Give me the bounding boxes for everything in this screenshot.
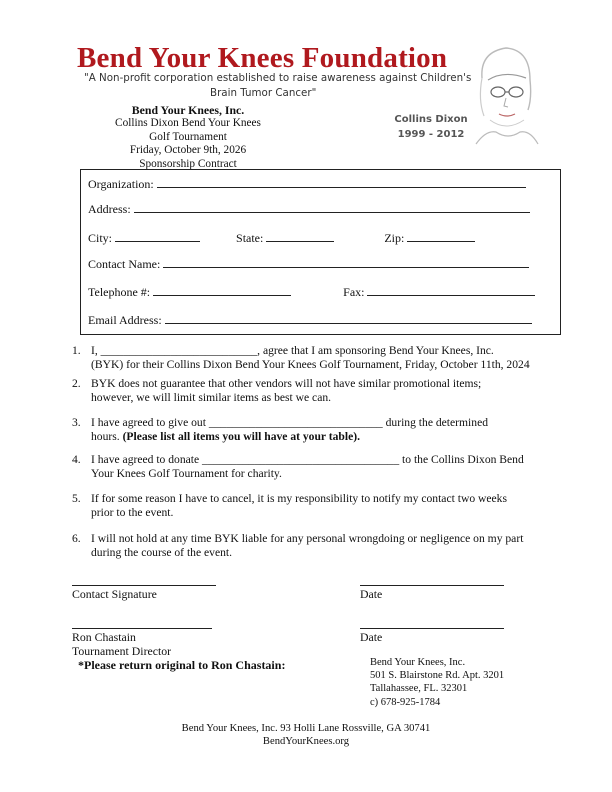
memorial-name: Collins Dixon: [394, 114, 468, 125]
memorial-caption: [385, 112, 477, 142]
term-text: during the course of the event.: [91, 545, 233, 559]
term-item-3: [72, 416, 562, 443]
email-field[interactable]: [165, 313, 532, 324]
address-label: Address:: [88, 202, 131, 216]
term-text: I will not hold at any time BYK liable for any personal wrongdoing or negligence on my part: [91, 532, 524, 545]
date-label-1: Date: [360, 587, 383, 601]
city-label: City:: [88, 231, 113, 245]
event-type-line: Golf Tournament: [149, 130, 227, 143]
organization-field[interactable]: [157, 177, 526, 188]
footer: [0, 722, 612, 748]
date-label-2: Date: [360, 630, 383, 644]
term-text: BYK does not guarantee that other vendors will not have similar promotional items;: [91, 377, 482, 390]
event-org-name: Bend Your Knees, Inc.: [131, 103, 245, 117]
term-text: (BYK) for their Collins Dixon Bend Your Knees Golf Tournament, Friday, October 11th, 2024: [91, 357, 530, 371]
term-text: If for some reason I have to cancel, it is my responsibility to notify my contact two weeks: [91, 492, 507, 505]
date-line-2[interactable]: [360, 628, 504, 629]
director-title: Tournament Director: [72, 644, 172, 658]
term-number: 2.: [72, 377, 81, 390]
return-addr-phone: c) 678-925-1784: [370, 696, 441, 708]
term-number: 3.: [72, 416, 81, 429]
organization-row: [88, 177, 526, 192]
term-number: 6.: [72, 532, 81, 545]
term-text: however, we will limit similar items as best we can.: [91, 390, 332, 404]
term-item-2: [72, 377, 562, 404]
return-addr-street: 501 S. Blairstone Rd. Apt. 3201: [370, 670, 505, 682]
director-name: Ron Chastain: [72, 630, 136, 644]
city-state-zip-row: [88, 231, 475, 246]
term-text: prior to the event.: [91, 505, 174, 519]
portrait-sketch-image: [468, 40, 540, 146]
document-type: Sponsorship Contract: [139, 157, 237, 170]
term-number: 1.: [72, 344, 81, 357]
contact-name-row: [88, 257, 529, 272]
email-row: [88, 313, 532, 328]
memorial-years: 1999 - 2012: [397, 129, 465, 140]
term-bold-instruction: (Please list all items you will have at your table).: [122, 429, 360, 443]
fax-label: Fax:: [343, 285, 365, 299]
contact-signature-label: Contact Signature: [72, 587, 157, 601]
contact-name-label: Contact Name:: [88, 257, 161, 271]
term-number: 5.: [72, 492, 81, 505]
return-addr-org: Bend Your Knees, Inc.: [370, 657, 466, 668]
foundation-title: Bend Your Knees Foundation: [77, 42, 448, 74]
email-label: Email Address:: [88, 313, 162, 327]
footer-address: Bend Your Knees, Inc. 93 Holli Lane Rossville, GA 30741: [181, 723, 431, 734]
address-field[interactable]: [134, 202, 530, 213]
term-text: I, ___________________________, agree that I am sponsoring Bend Your Knees, Inc.: [91, 344, 494, 357]
fax-field[interactable]: [367, 285, 535, 296]
state-field[interactable]: [266, 231, 334, 242]
footer-website-link[interactable]: BendYourKnees.org: [262, 736, 350, 747]
term-text: I have agreed to give out ______________________________ during the determined: [91, 416, 489, 429]
director-signature-line[interactable]: [72, 628, 212, 629]
contact-signature-line[interactable]: [72, 585, 216, 586]
telephone-label: Telephone #:: [88, 285, 151, 299]
return-addr-city: Tallahassee, FL. 32301: [370, 683, 468, 695]
tagline-line-2: Brain Tumor Cancer": [210, 87, 317, 99]
event-date: Friday, October 9th, 2026: [129, 144, 247, 157]
telephone-fax-row: [88, 285, 535, 300]
organization-label: Organization:: [88, 177, 154, 191]
return-address-block: [370, 656, 504, 709]
term-item-5: [72, 492, 562, 519]
address-row: [88, 202, 530, 217]
term-text: hours.: [91, 429, 123, 443]
sponsor-info-box: [80, 169, 561, 335]
term-text: I have agreed to donate __________________________________ to the Collins Dixon Bend: [91, 453, 524, 466]
term-number: 4.: [72, 453, 81, 466]
term-text: Your Knees Golf Tournament for charity.: [91, 466, 282, 480]
city-field[interactable]: [115, 231, 200, 242]
zip-label: Zip:: [384, 231, 405, 245]
event-info-block: [92, 104, 284, 171]
date-line-1[interactable]: [360, 585, 504, 586]
state-label: State:: [236, 231, 264, 245]
return-instruction: *Please return original to Ron Chastain:: [78, 658, 286, 672]
term-item-4: [72, 453, 562, 480]
term-item-1: [72, 344, 562, 371]
contact-name-field[interactable]: [163, 257, 529, 268]
tagline-line-1: "A Non-profit corporation established to raise awareness against Children's: [84, 72, 472, 84]
telephone-field[interactable]: [153, 285, 291, 296]
zip-field[interactable]: [407, 231, 475, 242]
term-item-6: [72, 532, 562, 559]
event-name-line: Collins Dixon Bend Your Knees: [115, 117, 261, 130]
